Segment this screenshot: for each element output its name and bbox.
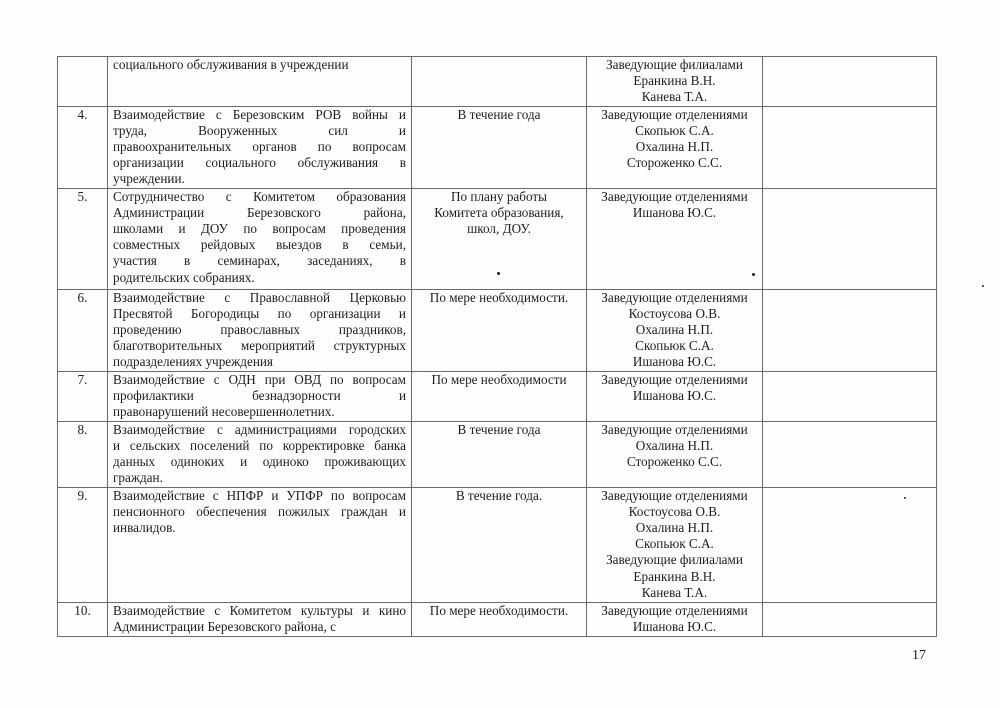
responsible-cell — [587, 188, 763, 289]
note-cell — [763, 371, 937, 421]
responsible-text-line: Скопьюк С.А. — [635, 338, 714, 354]
activity-text-line: подразделениях учреждения — [113, 354, 273, 370]
activity-text-line: Взаимодействие с Православной Церковью — [113, 289, 406, 305]
activity-text-line: учреждении. — [113, 171, 185, 187]
responsible-text-line: Заведующие отделениями — [601, 371, 748, 387]
activity-cell — [108, 371, 412, 421]
responsible-text-line: Ишанова Ю.С. — [632, 387, 717, 403]
table-row — [58, 289, 937, 371]
activity-cell — [108, 602, 412, 636]
responsible-text-line: Заведующие отделениями — [601, 188, 748, 204]
responsible-cell — [587, 371, 763, 421]
note-cell — [763, 421, 937, 487]
term-text-line: В течение года. — [455, 487, 543, 503]
row-number: 6. — [58, 289, 108, 371]
row-number: 9. — [58, 487, 108, 602]
responsible-text-line: Скопьюк С.А. — [635, 122, 714, 138]
responsible-text-line: Охалина Н.П. — [635, 322, 714, 338]
row-number: 5. — [58, 188, 108, 289]
activity-text-line: совместных рейдовых выездов в семьи, — [113, 237, 406, 253]
activity-text-line: Взаимодействие с администрациями городских — [113, 421, 406, 437]
term-text-line: По мере необходимости. — [429, 602, 569, 618]
responsible-cell — [587, 106, 763, 188]
activity-text-line: граждан. — [113, 470, 163, 486]
term-text-line: Комитета образования, — [434, 204, 564, 220]
note-cell — [763, 289, 937, 371]
term-text-line: По мере необходимости. — [429, 289, 569, 305]
responsible-text-line: Скопьюк С.А. — [635, 536, 714, 552]
activity-text-line: Взаимодействие с ОДН при ОВД по вопросам — [113, 371, 406, 387]
scan-speck — [904, 497, 906, 499]
activity-text-line: пенсионного обеспечения пожилых граждан и — [113, 503, 406, 519]
page-number: 17 — [912, 648, 926, 663]
table-row — [58, 106, 937, 188]
activity-text-line: Взаимодействие с НПФР и УПФР по вопросам — [113, 487, 406, 503]
responsible-text-line: Заведующие отделениями — [601, 487, 748, 503]
responsible-text-line: Заведующие отделениями — [601, 421, 748, 437]
activity-text-line: организации социального обслуживания в — [113, 155, 406, 171]
responsible-text-line: Канева Т.А. — [641, 89, 708, 105]
term-text-line: В течение года — [457, 106, 541, 122]
activity-text-line: правонарушений несовершеннолетних. — [113, 404, 335, 420]
responsible-text-line: Заведующие отделениями — [601, 602, 748, 618]
activity-text-line: школами и ДОУ по вопросам проведения — [113, 221, 406, 237]
activity-plan-table — [57, 56, 937, 637]
activity-text-line: благотворительных мероприятий структурных — [113, 338, 406, 354]
row-number: 4. — [58, 106, 108, 188]
responsible-text-line: Заведующие филиалами — [606, 552, 743, 568]
responsible-text-line: Стороженко С.С. — [626, 454, 723, 470]
activity-text-line: проведению православных праздников, — [113, 322, 406, 338]
activity-text-line: социального обслуживания в учреждении — [113, 57, 349, 72]
note-cell — [763, 106, 937, 188]
activity-cell — [108, 106, 412, 188]
activity-text-line: инвалидов. — [113, 520, 176, 536]
activity-text-line: Взаимодействие с Березовским РОВ войны и — [113, 106, 406, 122]
table-body — [58, 57, 937, 637]
activity-text-line: и сельских поселений по корректировке банка — [113, 437, 406, 453]
term-cell — [412, 421, 587, 487]
term-cell — [412, 371, 587, 421]
responsible-text-line: Канева Т.А. — [641, 584, 708, 600]
responsible-cell — [587, 602, 763, 636]
activity-text-line: труда, Вооруженных сил и — [113, 122, 406, 138]
term-cell — [412, 487, 587, 602]
responsible-text-line: Костоусова О.В. — [628, 503, 721, 519]
row-number: 10. — [58, 602, 108, 636]
activity-text-line: Администрации Березовского района, — [113, 204, 406, 220]
activity-text-line: Сотрудничество с Комитетом образования — [113, 188, 406, 204]
activity-text-line: профилактики безнадзорности и — [113, 387, 406, 403]
table-row — [58, 487, 937, 602]
scan-speck — [752, 273, 755, 276]
row-number: 7. — [58, 371, 108, 421]
responsible-cell — [587, 57, 763, 107]
term-text-line: По плану работы — [450, 188, 548, 204]
term-cell — [412, 289, 587, 371]
activity-text-line: Администрации Березовского района, с — [113, 618, 336, 634]
note-cell — [763, 602, 937, 636]
activity-text-line: Пресвятой Богородицы по организации и — [113, 305, 406, 321]
responsible-text-line: Еранкина В.Н. — [633, 568, 716, 584]
responsible-text-line: Охалина Н.П. — [635, 437, 714, 453]
responsible-text-line: Костоусова О.В. — [628, 305, 721, 321]
responsible-cell — [587, 421, 763, 487]
responsible-text-line: Заведующие отделениями — [601, 106, 748, 122]
responsible-text-line: Ишанова Ю.С. — [632, 618, 717, 634]
term-cell — [412, 106, 587, 188]
responsible-text-line: Стороженко С.С. — [626, 155, 723, 171]
term-cell — [412, 602, 587, 636]
term-cell — [412, 57, 587, 107]
activity-text-line: данных одиноких и одиноко проживающих — [113, 454, 406, 470]
activity-text-line: родительских собраниях. — [113, 269, 255, 285]
term-text-line: По мере необходимости — [431, 371, 567, 387]
row-number — [58, 57, 108, 107]
term-text-line: школ, ДОУ. — [467, 221, 531, 237]
activity-cell — [108, 487, 412, 602]
responsible-text-line: Заведующие филиалами — [606, 57, 743, 72]
activity-cell — [108, 289, 412, 371]
activity-cell — [108, 57, 412, 107]
term-text-line: В течение года — [457, 421, 541, 437]
responsible-text-line: Заведующие отделениями — [601, 289, 748, 305]
row-number: 8. — [58, 421, 108, 487]
table-row — [58, 57, 937, 107]
scan-speck — [497, 272, 500, 275]
responsible-cell — [587, 289, 763, 371]
table-row — [58, 421, 937, 487]
activity-cell — [108, 421, 412, 487]
note-cell — [763, 57, 937, 107]
table-row — [58, 602, 937, 636]
activity-text-line: участия в семинарах, заседаниях, в — [113, 253, 406, 269]
note-cell — [763, 487, 937, 602]
activity-text-line: правоохранительных органов по вопросам — [113, 139, 406, 155]
scan-speck — [982, 285, 984, 287]
activity-text-line: Взаимодействие с Комитетом культуры и кино — [113, 602, 406, 618]
table-row — [58, 371, 937, 421]
responsible-text-line: Ишанова Ю.С. — [632, 354, 717, 370]
responsible-text-line: Охалина Н.П. — [635, 139, 714, 155]
note-cell — [763, 188, 937, 289]
responsible-text-line: Еранкина В.Н. — [633, 73, 716, 89]
responsible-cell — [587, 487, 763, 602]
responsible-text-line: Ишанова Ю.С. — [632, 204, 717, 220]
activity-cell — [108, 188, 412, 289]
responsible-text-line: Охалина Н.П. — [635, 520, 714, 536]
